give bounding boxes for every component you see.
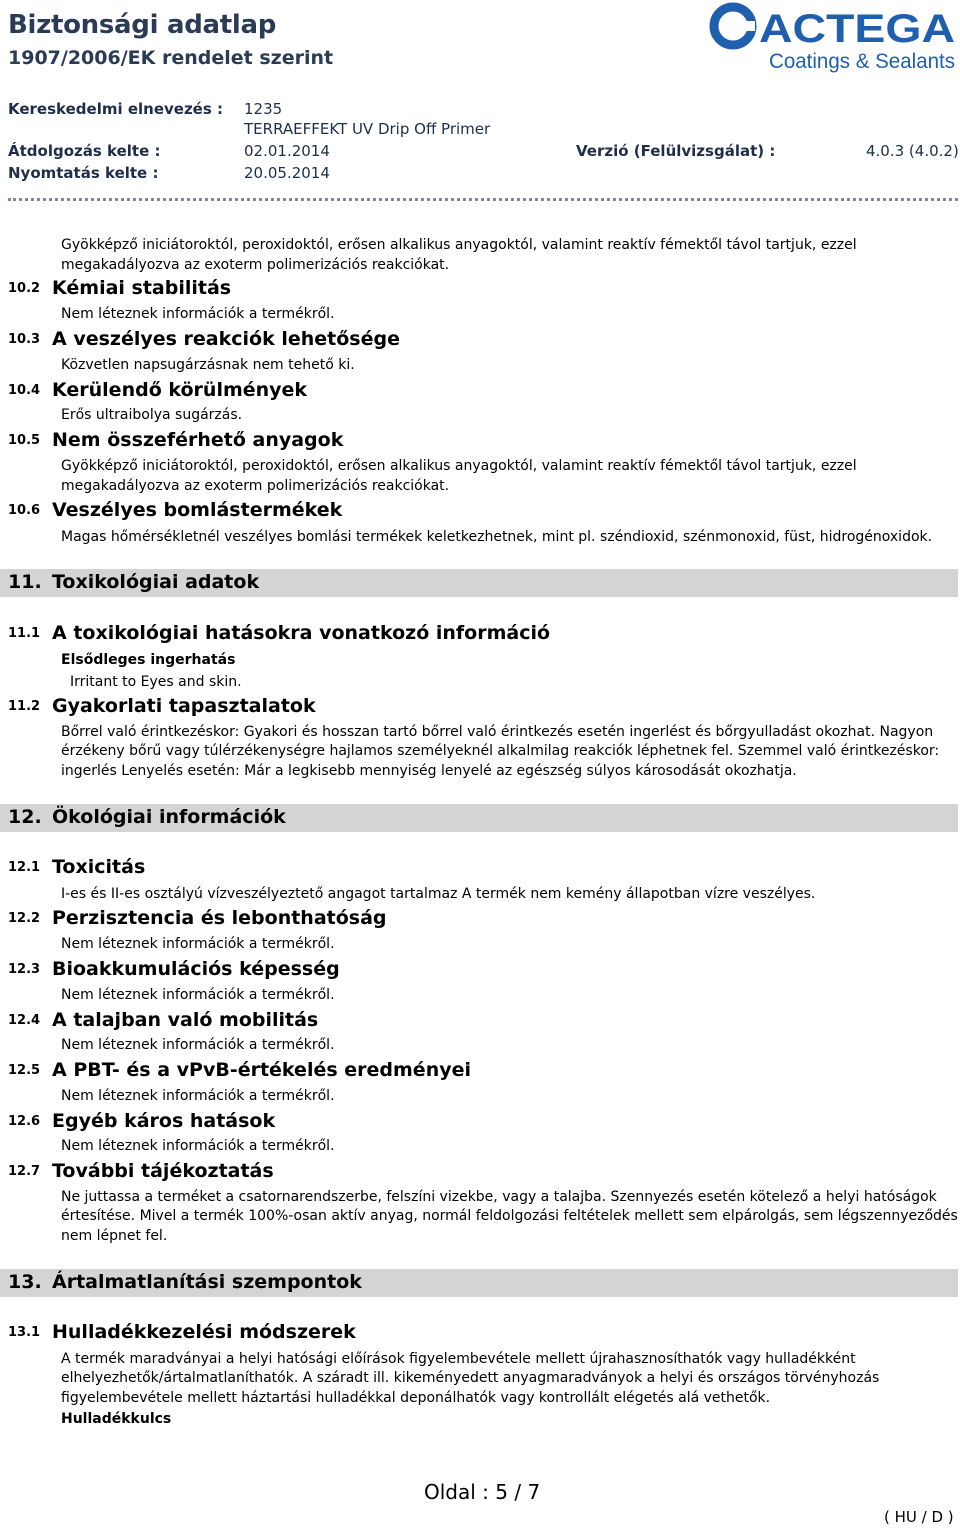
section-number: 12.7 [8, 1164, 41, 1179]
logo-tagline: Coatings & Sealants [769, 50, 955, 73]
section-heading: Toxicitás [52, 856, 146, 878]
section-13-title: Ártalmatlanítási szempontok [52, 1271, 362, 1293]
section-heading: Gyakorlati tapasztalatok [52, 695, 316, 717]
section-11-title: Toxikológiai adatok [52, 571, 260, 593]
section-text-line: A termék maradványai a helyi hatósági előírások figyelembevétele mellett újrahasznosíthatók vagy hulladékként [61, 1351, 856, 1367]
print-label: Nyomtatás kelte : [8, 164, 159, 182]
section-number: 12.5 [8, 1063, 41, 1078]
section-text: Nem léteznek információk a termékről. [61, 1088, 335, 1104]
section-text-line: nem lépnet fel. [61, 1228, 168, 1244]
section-heading: Veszélyes bomlástermékek [52, 499, 343, 521]
section-heading: A PBT- és a vPvB-értékelés eredményei [52, 1059, 472, 1081]
section-number: 11.1 [8, 626, 41, 641]
section-text: Nem léteznek információk a termékről. [61, 936, 335, 952]
section-text-line: Gyökképző iniciátoroktól, peroxidoktól, erősen alkalikus anyagoktól, valamint reaktív fémektől távol tartjuk, ezzel [61, 458, 857, 474]
section-number: 13.1 [8, 1325, 41, 1340]
section-heading: Egyéb káros hatások [52, 1110, 276, 1132]
section-heading: Hulladékkezelési módszerek [52, 1321, 356, 1343]
section-heading: A veszélyes reakciók lehetősége [52, 328, 400, 350]
section-13-bar [0, 1269, 958, 1297]
intro-line-1: Gyökképző iniciátoroktól, peroxidoktól, erősen alkalikus anyagoktól, valamint reaktív fémektől távol tartjuk, ezzel [61, 237, 857, 253]
section-number: 10.2 [8, 281, 41, 296]
section-number: 12.4 [8, 1013, 41, 1028]
section-text-line: Bőrrel való érintkezéskor: Gyakori és hosszan tartó bőrrel való érintkezés esetén ingerlést és bőrgyulladást okozhat. Nagyon [61, 724, 934, 740]
section-text-line: érzékeny bőrű vagy túlérzékenységre hajlamos személyeknél alkalmilag reakciók léphetnek fel. Szemmel való érintkezéskor: [61, 743, 940, 759]
section-number: 11.2 [8, 699, 41, 714]
actega-logo [705, 2, 960, 74]
section-12-bar [0, 804, 958, 832]
section-text-line: ingerlés Lenyelés esetén: Már a legkisebb mennyiség lenyelé az egészség súlyos károsodását okozhatja. [61, 763, 797, 779]
header-divider [8, 198, 958, 201]
section-heading: Perzisztencia és lebonthatóság [52, 907, 387, 929]
page-number: Oldal : 5 / 7 [424, 1480, 541, 1504]
section-11-number: 11. [8, 571, 42, 593]
section-text: Erős ultraibolya sugárzás. [61, 407, 243, 423]
section-heading: Kémiai stabilitás [52, 277, 232, 299]
section-text-line: megakadályozva az exoterm polimerizációs reakciókat. [61, 478, 450, 494]
revision-label: Átdolgozás kelte : [8, 142, 161, 160]
version-label: Verzió (Felülvizsgálat) : [576, 142, 776, 160]
version-value: 4.0.3 (4.0.2) [866, 142, 959, 160]
section-text: Közvetlen napsugárzásnak nem tehető ki. [61, 357, 355, 373]
section-heading: A toxikológiai hatásokra vonatkozó információ [52, 622, 551, 644]
section-text: Nem léteznek információk a termékről. [61, 987, 335, 1003]
section-text-line: értesítése. Mivel a termék 100%-osan aktív anyag, normál feldolgozási feltételek mellett sem elpárolgás, sem légszennyeződés [61, 1208, 958, 1224]
section-number: 10.6 [8, 503, 41, 518]
section-number: 10.5 [8, 433, 41, 448]
section-number: 12.6 [8, 1114, 41, 1129]
section-11-bar [0, 569, 958, 597]
section-heading: További tájékoztatás [52, 1160, 274, 1182]
trade-name-label: Kereskedelmi elnevezés : [8, 100, 223, 118]
section-number: 10.3 [8, 332, 41, 347]
regulation-subtitle: 1907/2006/EK rendelet szerint [8, 47, 334, 69]
section-text: Magas hőmérsékletnél veszélyes bomlási termékek keletkezhetnek, mint pl. széndioxid, szénmonoxid, füst, hidrogénoxidok. [61, 529, 933, 545]
section-text: Nem léteznek információk a termékről. [61, 1138, 335, 1154]
subheading: Elsődleges ingerhatás [61, 652, 236, 668]
section-number: 10.4 [8, 383, 41, 398]
document-title: Biztonsági adatlap [8, 10, 277, 40]
section-text: Nem léteznek információk a termékről. [61, 306, 335, 322]
section-text: I-es és II-es osztályú vízveszélyeztető angagot tartalmaz A termék nem kemény állapotban vízre veszélyes. [61, 886, 816, 902]
logo-name: ACTEGA [759, 7, 955, 51]
section-text-line: Ne juttassa a terméket a csatornarendszerbe, felszíni vizekbe, vagy a talajba. Szennyezés esetén kötelező a helyi hatóságok [61, 1189, 937, 1205]
section-13-number: 13. [8, 1271, 42, 1293]
section-number: 12.3 [8, 962, 41, 977]
intro-line-2: megakadályozva az exoterm polimerizációs reakciókat. [61, 257, 450, 273]
section-text-line: elhelyezhetők/ártalmatlaníthatók. A száradt ill. kikeményedett anyagmaradványok a helyi és országos törvényhozás [61, 1370, 880, 1386]
section-heading: Bioakkumulációs képesség [52, 958, 340, 980]
section-text: Nem léteznek információk a termékről. [61, 1037, 335, 1053]
section-heading: A talajban való mobilitás [52, 1009, 319, 1031]
section-number: 12.1 [8, 860, 41, 875]
language-code: ( HU / D ) [884, 1508, 954, 1526]
subheading: Hulladékkulcs [61, 1411, 172, 1427]
section-heading: Nem összeférhető anyagok [52, 429, 344, 451]
trade-name: TERRAEFFEKT UV Drip Off Primer [244, 120, 491, 138]
section-text-line: figyelembevétele mellett háztartási hulladékkal deponálhatók vagy kontrollált elégetés alá vethetők. [61, 1390, 771, 1406]
section-12-title: Ökológiai információk [52, 806, 286, 828]
trade-code: 1235 [244, 100, 283, 118]
section-text: Irritant to Eyes and skin. [70, 674, 242, 690]
section-heading: Kerülendő körülmények [52, 379, 308, 401]
section-number: 12.2 [8, 911, 41, 926]
print-date: 20.05.2014 [244, 164, 330, 182]
revision-date: 02.01.2014 [244, 142, 330, 160]
section-12-number: 12. [8, 806, 42, 828]
